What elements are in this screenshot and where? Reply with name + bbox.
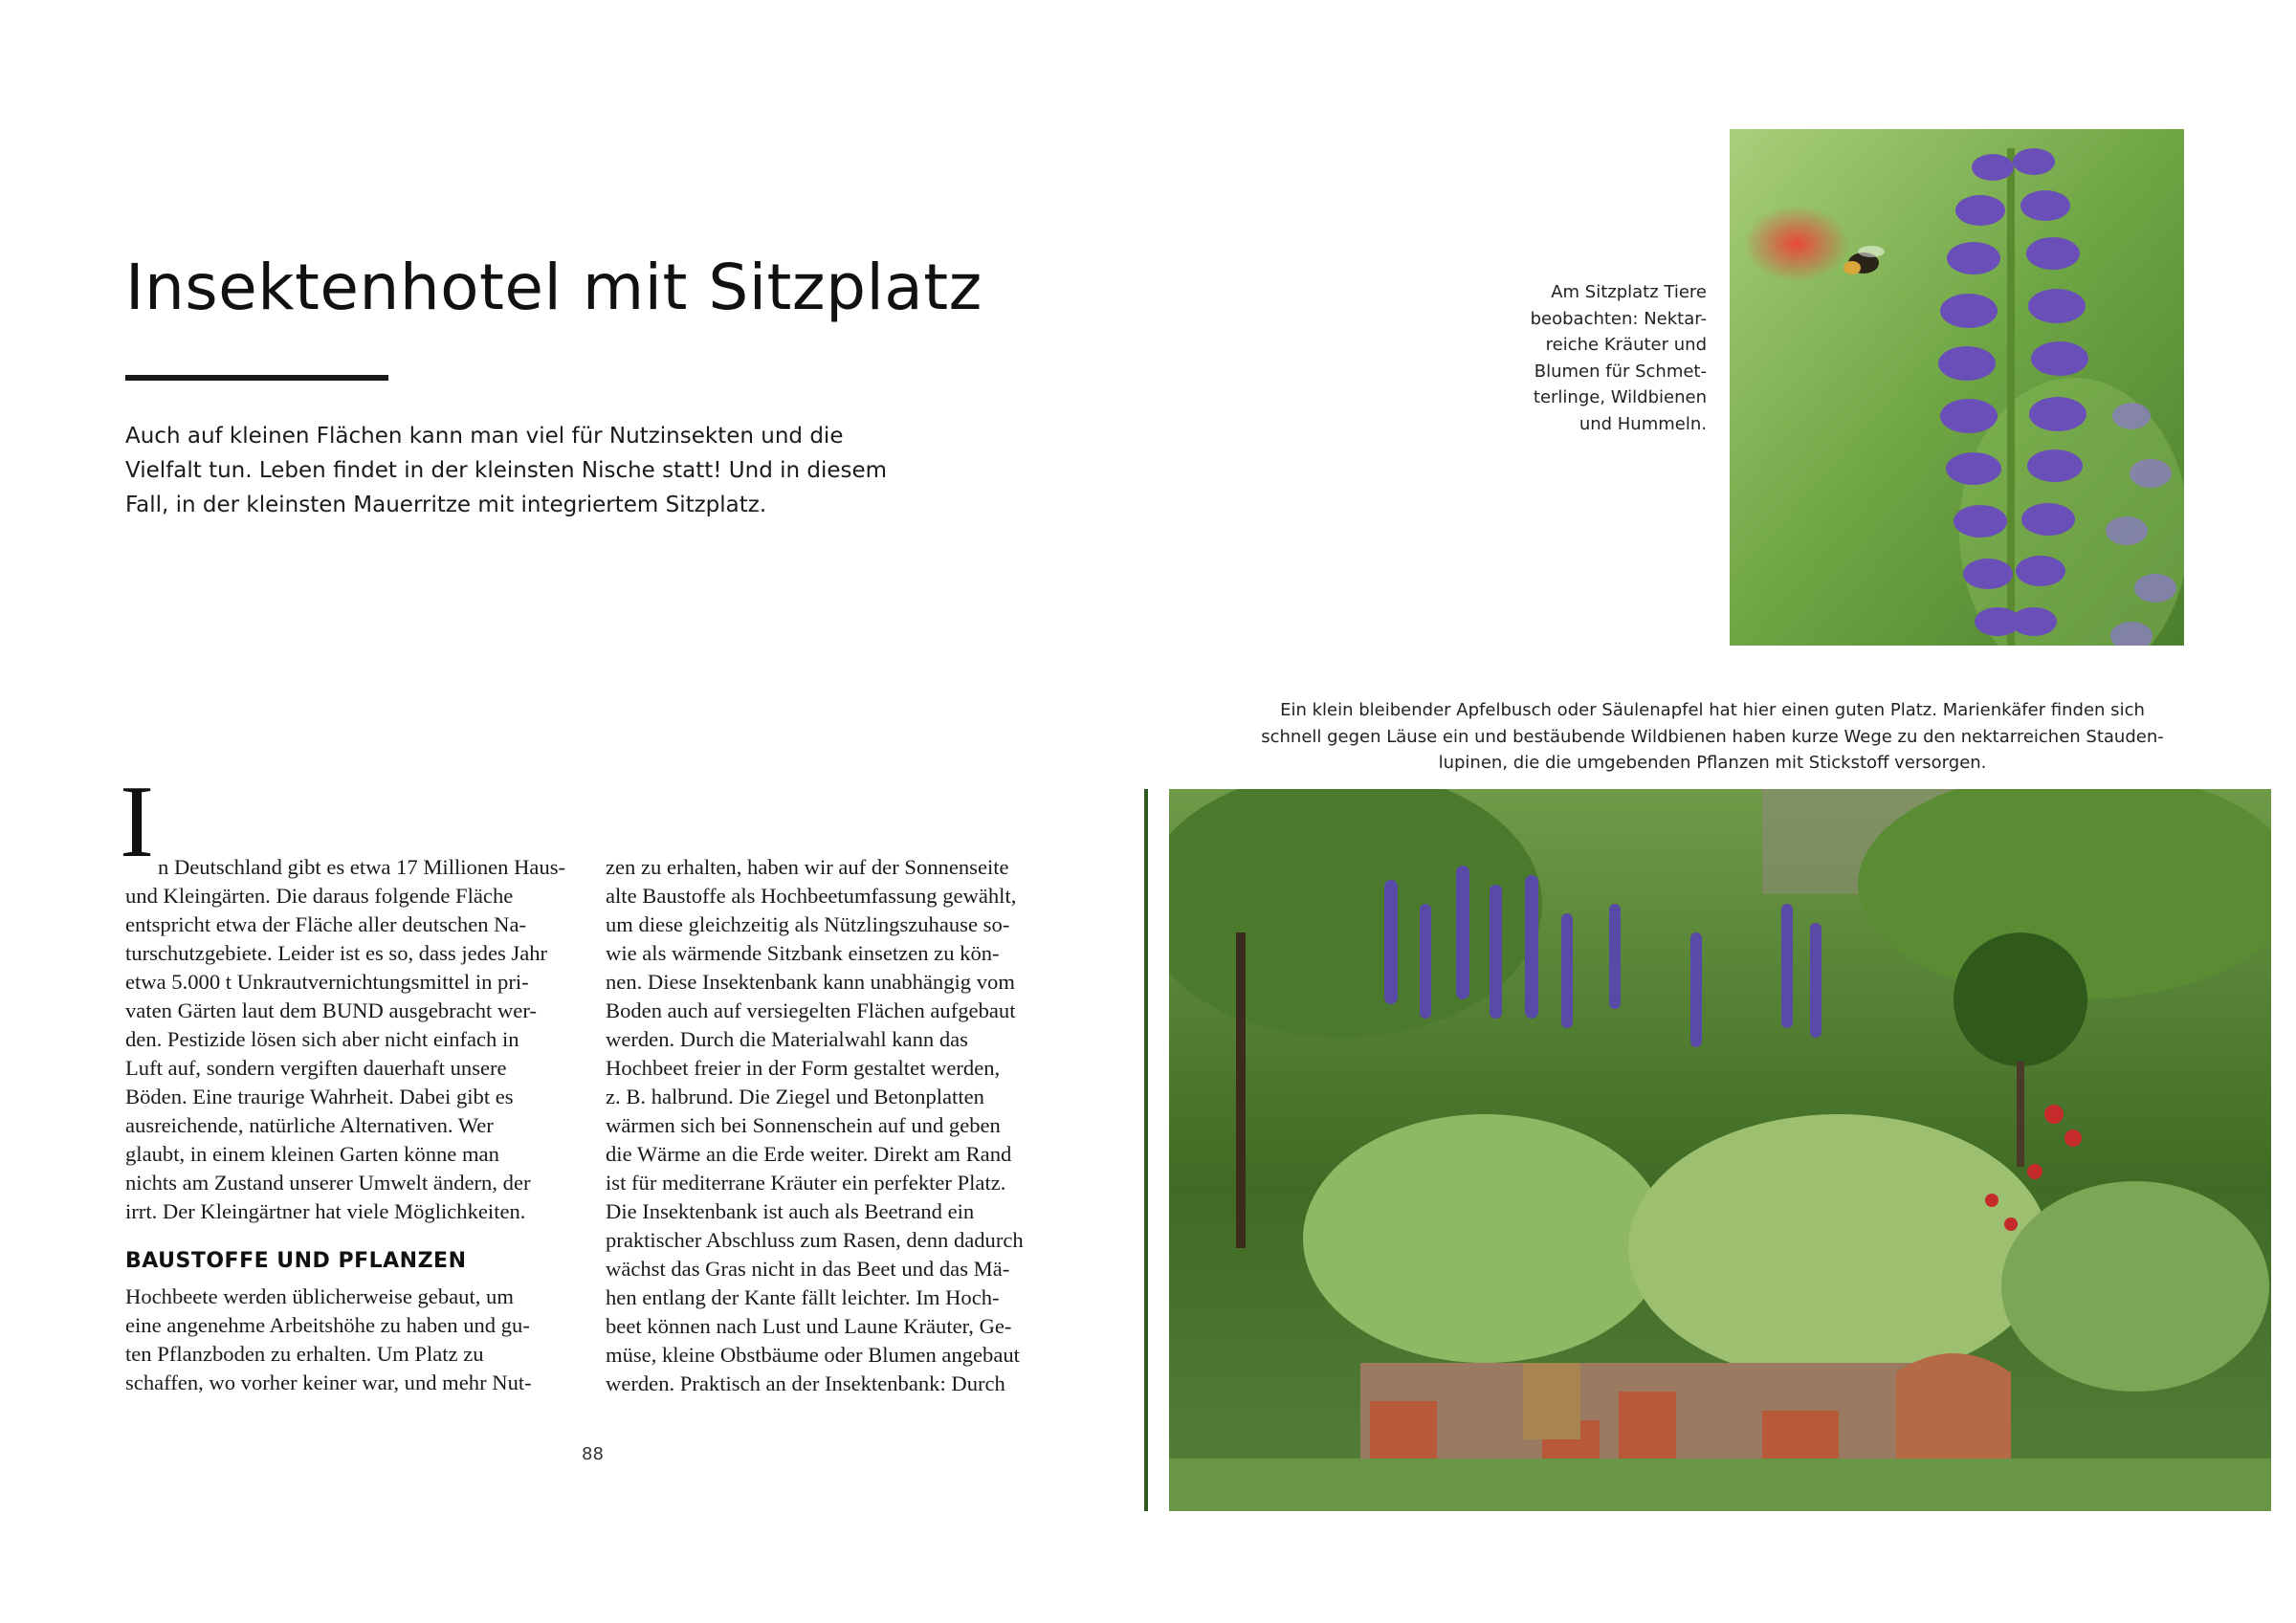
body-column-left — [125, 882, 594, 1226]
intro-line: Auch auf kleinen Flächen kann man viel für Nutzinsekten und die — [125, 424, 844, 449]
caption-line: lupinen, die die umgebenden Pflanzen mit Stickstoff versorgen. — [1438, 753, 1987, 773]
photo-edge-rule — [1144, 789, 1148, 1511]
body-line: wie als wärmende Sitzbank einsetzen zu kön- — [606, 941, 1000, 965]
lupine-bee-photo — [1730, 129, 2184, 646]
section-subheading: BAUSTOFFE UND PFLANZEN — [125, 1249, 467, 1273]
body-line: wächst das Gras nicht in das Beet und das Mä- — [606, 1257, 1010, 1281]
drop-cap: I — [120, 765, 154, 879]
body-line: eine angenehme Arbeitshöhe zu haben und gu- — [125, 1313, 530, 1337]
body-line: Böden. Eine traurige Wahrheit. Dabei gibt es — [125, 1085, 514, 1108]
intro-line: Fall, in der kleinsten Mauerritze mit integriertem Sitzplatz. — [125, 493, 767, 517]
caption-line: Blumen für Schmet- — [1534, 361, 1707, 382]
intro-line: Vielfalt tun. Leben findet in der kleinsten Nische statt! Und in diesem — [125, 458, 888, 483]
body-line: entspricht etwa der Fläche aller deutschen Na- — [125, 912, 527, 936]
body-line: vaten Gärten laut dem BUND ausgebracht wer- — [125, 998, 537, 1022]
caption-line: reiche Kräuter und — [1545, 335, 1707, 355]
body-line: irrt. Der Kleingärtner hat viele Möglichkeiten. — [125, 1199, 526, 1223]
caption-line: terlinge, Wildbienen — [1533, 387, 1707, 407]
body-line: den. Pestizide lösen sich aber nicht einfach in — [125, 1027, 519, 1051]
caption-line: Am Sitzplatz Tiere — [1551, 282, 1707, 302]
title-underline — [125, 375, 388, 381]
body-line: zen zu erhalten, haben wir auf der Sonnenseite — [606, 855, 1009, 879]
body-line: schaffen, wo vorher keiner war, und mehr Nut- — [125, 1371, 532, 1394]
body-line: praktischer Abschluss zum Rasen, denn dadurch — [606, 1228, 1024, 1252]
page-number: 88 — [582, 1444, 604, 1464]
body-line: die Wärme an die Erde weiter. Direkt am Rand — [606, 1142, 1012, 1166]
caption-line: Ein klein bleibender Apfelbusch oder Säulenapfel hat hier einen guten Platz. Marienkäfer finden sich — [1280, 700, 2145, 720]
body-line: um diese gleichzeitig als Nützlingszuhause so- — [606, 912, 1010, 936]
body-line: ausreichende, natürliche Alternativen. Wer — [125, 1113, 494, 1137]
intro-paragraph — [125, 419, 888, 522]
body-column-right — [606, 853, 1074, 1398]
body-line: werden. Durch die Materialwahl kann das — [606, 1027, 968, 1051]
body-line: hen entlang der Kante fällt leichter. Im Hoch- — [606, 1285, 1000, 1309]
body-line: Hochbeet freier in der Form gestaltet werden, — [606, 1056, 1001, 1080]
body-first-line: n Deutschland gibt es etwa 17 Millionen Haus- — [158, 855, 566, 879]
body-line: Boden auch auf versiegelten Flächen aufgebaut — [606, 998, 1016, 1022]
insect-bench-garden-photo — [1169, 789, 2271, 1511]
body-line: ten Pflanzboden zu erhalten. Um Platz zu — [125, 1342, 484, 1366]
body-line: ist für mediterrane Kräuter ein perfekter Platz. — [606, 1171, 1006, 1195]
photo-caption-garden — [1253, 697, 2172, 777]
body-column-left-continued — [125, 1283, 594, 1397]
page-title: Insektenhotel mit Sitzplatz — [125, 251, 982, 324]
body-line: und Kleingärten. Die daraus folgende Fläche — [125, 884, 514, 908]
body-line: Die Insektenbank ist auch als Beetrand ein — [606, 1199, 975, 1223]
body-line: beet können nach Lust und Laune Kräuter, Ge- — [606, 1314, 1012, 1338]
caption-line: schnell gegen Läuse ein und bestäubende Wildbienen haben kurze Wege zu den nektarreichen Stauden- — [1261, 726, 2164, 747]
body-line: Hochbeete werden üblicherweise gebaut, um — [125, 1284, 514, 1308]
body-line: glaubt, in einem kleinen Garten könne man — [125, 1142, 499, 1166]
body-line: nichts am Zustand unserer Umwelt ändern, der — [125, 1171, 531, 1195]
body-line: z. B. halbrund. Die Ziegel und Betonplatten — [606, 1085, 984, 1108]
body-line: nen. Diese Insektenbank kann unabhängig vom — [606, 970, 1015, 994]
photo-caption-lupine — [1458, 279, 1707, 437]
caption-line: und Hummeln. — [1578, 413, 1707, 434]
body-line: werden. Praktisch an der Insektenbank: Durch — [606, 1371, 1005, 1395]
caption-line: beobachten: Nektar- — [1530, 308, 1707, 329]
body-line: Luft auf, sondern vergiften dauerhaft unsere — [125, 1056, 507, 1080]
body-line: turschutzgebiete. Leider ist es so, dass jedes Jahr — [125, 941, 548, 965]
body-line: müse, kleine Obstbäume oder Blumen angebaut — [606, 1343, 1020, 1367]
body-line: alte Baustoffe als Hochbeetumfassung gewählt, — [606, 884, 1017, 908]
body-line: wärmen sich bei Sonnenschein auf und geben — [606, 1113, 1001, 1137]
body-line: etwa 5.000 t Unkrautvernichtungsmittel in pri- — [125, 970, 529, 994]
